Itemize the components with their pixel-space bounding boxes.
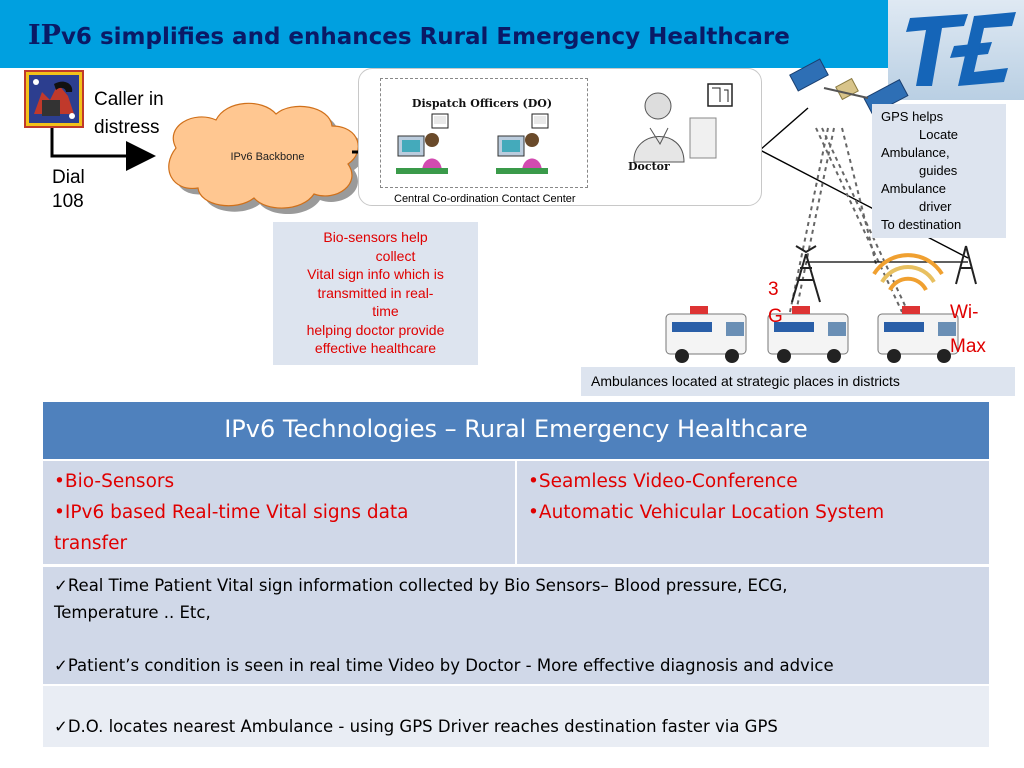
dial-label-line2: 108 (52, 191, 84, 212)
wimax-tower-icon (956, 246, 976, 284)
table-cell-details (43, 567, 989, 684)
title-rest: v6 simplifies and enhances Rural Emergency Healthcare (60, 24, 790, 50)
gps-note-line: driver (919, 199, 952, 214)
table-item: •Seamless Video-Conference (528, 471, 798, 492)
technologies-table (43, 402, 989, 747)
gps-note-line: Locate (919, 127, 959, 142)
gps-note-line: GPS helps (881, 109, 944, 124)
gps-note (872, 104, 1006, 238)
doctor-icon (634, 84, 732, 162)
bio-note-line: helping doctor provide (306, 321, 445, 338)
bio-note-line: transmitted in real- (317, 284, 434, 301)
dispatch-officer-icon (396, 114, 448, 174)
dial-label-line1: Dial (52, 167, 85, 188)
table-item: •Bio-Sensors (54, 471, 175, 492)
dispatch-officers-label: Dispatch Officers (DO) (411, 97, 553, 110)
gps-detail-line: ✓D.O. locates nearest Ambulance - using GPS Driver reaches destination faster via GPS (54, 717, 778, 736)
gps-note-line: Ambulance (881, 181, 947, 196)
table-cell-left (43, 461, 515, 564)
table-item: transfer (54, 533, 128, 554)
caller-label-line1: Caller in (94, 89, 164, 110)
bio-note-line: Vital sign info which is (307, 266, 444, 282)
label-wimax-bottom: Max (950, 336, 986, 357)
ambulance-icon (666, 306, 746, 363)
backbone-label: IPv6 Backbone (230, 151, 305, 163)
detail-line: ✓Real Time Patient Vital sign information collected by Bio Sensors– Blood pressure, ECG, (54, 576, 788, 595)
ambulance-icon (878, 306, 958, 363)
bio-note-line: time (372, 303, 399, 319)
dial-arrow (52, 128, 150, 156)
cell-tower-3g-icon (792, 246, 820, 302)
bio-note-line: collect (375, 247, 416, 264)
detail-line: ✓Patient’s condition is seen in real time Video by Doctor - More effective diagnosis and advice (54, 656, 834, 675)
caller-label-line2: distress (94, 117, 160, 138)
ambulance-caption: Ambulances located at strategic places in districts (581, 367, 1015, 396)
dispatch-officer-icon (496, 114, 548, 174)
gps-note-line: Ambulance, (881, 145, 950, 160)
table-cell-gps (43, 686, 989, 747)
gps-note-line: guides (919, 163, 958, 178)
table-item: •Automatic Vehicular Location System (528, 502, 885, 523)
table-item: •IPv6 based Real-time Vital signs data (54, 502, 409, 523)
bio-sensor-note (273, 222, 478, 365)
table-cell-right (517, 461, 989, 564)
label-3g-top: 3 (768, 279, 779, 300)
detail-line: Temperature .. Etc, (54, 603, 211, 622)
table-header: IPv6 Technologies – Rural Emergency Healthcare (43, 402, 989, 459)
contact-center-figures (380, 78, 760, 188)
title-prefix: IP (28, 20, 61, 51)
link-cc-satellite (760, 108, 808, 150)
bio-note-line: effective healthcare (314, 340, 437, 356)
gps-note-line: To destination (881, 217, 962, 232)
doctor-label: Doctor (628, 160, 670, 173)
contact-center-caption: Central Co-ordination Contact Center (394, 193, 576, 205)
bio-note-line: Bio-sensors help (323, 229, 428, 245)
label-wimax-top: Wi- (950, 302, 979, 323)
label-3g-bottom: G (768, 306, 783, 327)
